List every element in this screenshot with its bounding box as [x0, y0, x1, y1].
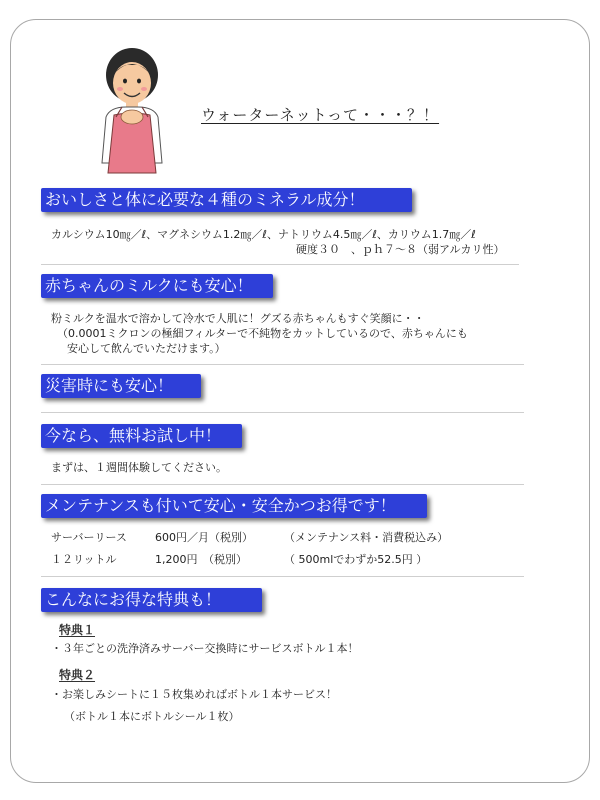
benefit-2-text-2: （ボトル１本にボトルシール１枚） [64, 710, 240, 723]
lease-price: 600円／月（税別） [155, 531, 253, 544]
minerals-line-2: 硬度３０ 、ｐｈ７～８（弱アルカリ性） [296, 243, 505, 256]
water-note: （ 500mlでわずか52.5円 ） [284, 553, 428, 566]
section-header-minerals: おいしさと体に必要な４種のミネラル成分！ [41, 188, 412, 212]
trial-line-1: まずは、１週間体験してください。 [51, 461, 227, 474]
lease-label: サーバーリース [51, 531, 127, 544]
benefit-2-label: 特典２ [59, 668, 96, 682]
section-header-disaster: 災害時にも安心！ [41, 374, 201, 398]
benefit-1-label: 特典１ [59, 623, 96, 637]
baby-line-2: （0.0001ミクロンの極細フィルターで不純物をカットしているので、赤ちゃんにも [57, 327, 468, 340]
divider [41, 576, 524, 577]
section-header-maintenance: メンテナンスも付いて安心・安全かつお得です！ [41, 494, 427, 518]
divider [41, 364, 524, 365]
benefit-1-text: ・３年ごとの洗浄済みサーバー交換時にサービスボトル１本！ [51, 642, 359, 655]
mascot-illustration [98, 45, 166, 175]
baby-line-3: 安心して飲んでいただけます。） [67, 342, 226, 355]
content-card [10, 19, 590, 783]
benefit-2-text: ・お楽しみシートに１５枚集めればボトル１本サービス！ [51, 688, 337, 701]
lease-note: （メンテナンス料・消費税込み） [284, 531, 449, 544]
section-header-trial: 今なら、無料お試し中！ [41, 424, 242, 448]
divider [41, 412, 524, 413]
section-header-benefits: こんなにお得な特典も！ [41, 588, 262, 612]
water-price: 1,200円 （税別） [155, 553, 247, 566]
baby-line-1: 粉ミルクを温水で溶かして冷水で人肌に！グズる赤ちゃんもすぐ笑顔に・・ [51, 312, 425, 325]
minerals-line-1: カルシウム10㎎／ℓ、マグネシウム1.2㎎／ℓ、ナトリウム4.5㎎／ℓ、カリウム1.7㎎／ℓ [51, 228, 476, 241]
page-title: ウォーターネットって・・・？！ [201, 106, 440, 124]
divider [41, 484, 524, 485]
water-label: １２リットル [51, 553, 117, 566]
divider [41, 264, 519, 265]
section-header-baby: 赤ちゃんのミルクにも安心！ [41, 274, 273, 298]
